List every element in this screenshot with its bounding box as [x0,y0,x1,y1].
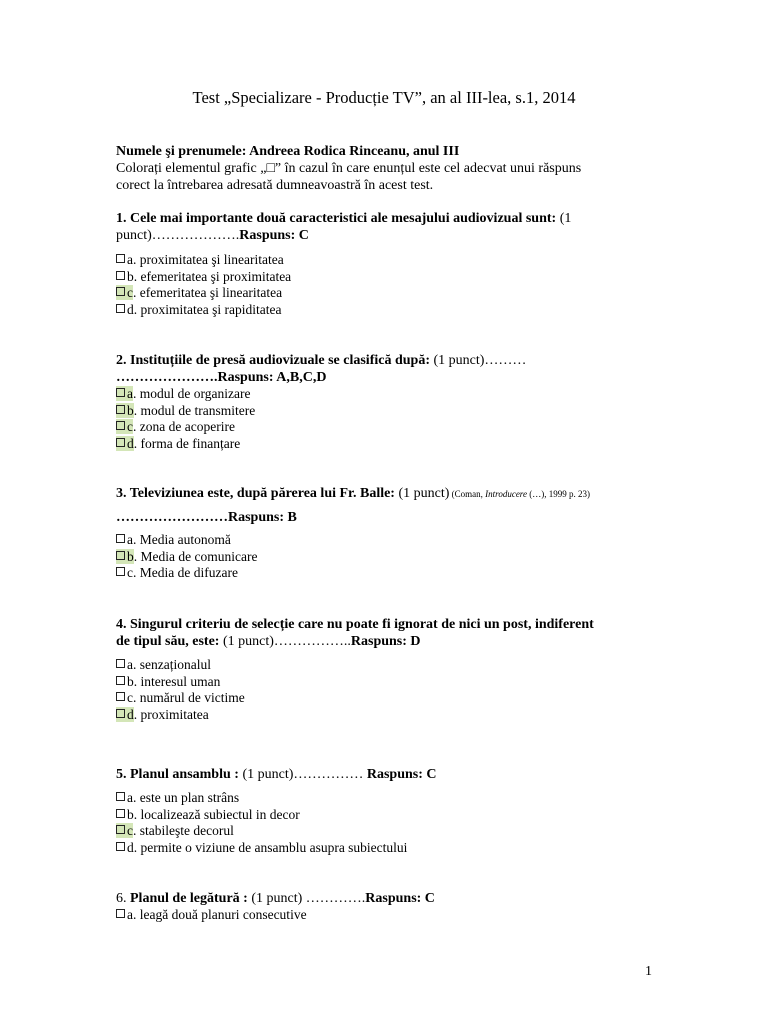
option-letter: b [127,673,134,689]
option-1d[interactable] [116,302,656,319]
question-1-text: 1. Cele mai importante două caracteristici ale mesajului audiovizual sunt: [116,211,557,226]
question-2-answer: ………………….Raspuns: A,B,C,D [116,370,327,385]
checkbox-icon[interactable] [116,825,125,834]
option-text: . permite o viziune de ansamblu asupra subiectului [133,839,408,855]
option-letter: a [127,386,133,401]
option-letter: d [127,706,134,722]
checkbox-icon[interactable] [116,676,125,685]
question-5-options [116,790,656,856]
question-3-citation: (Coman, Introducere (…), 1999 p. 23) [449,489,590,499]
question-5-answer: Raspuns: C [366,767,437,782]
option-5d[interactable] [116,840,656,857]
option-letter: a [127,657,133,672]
option-letter: d [127,435,134,451]
question-1-points: (1 [556,211,572,226]
question-6-options [116,907,656,924]
option-letter: d [127,839,134,855]
option-text: . proximitatea şi linearitatea [133,252,284,267]
checkbox-icon[interactable] [116,551,125,560]
option-letter: b [127,548,134,564]
question-2-points: (1 punct)……… [429,353,527,368]
option-letter: c [127,565,133,581]
option-text: . zona de acoperire [133,419,235,435]
option-letter: c [127,419,133,435]
checkbox-icon[interactable] [116,842,125,851]
checkbox-icon[interactable] [116,534,125,543]
option-text: . efemeritatea şi linearitatea [133,285,283,301]
option-2d[interactable] [116,436,656,453]
option-4b[interactable] [116,674,656,691]
question-2 [116,352,656,386]
checkbox-icon[interactable] [116,792,125,801]
question-1-dots: punct)………………. [116,228,240,243]
question-3-answer: ……………………Raspuns: B [116,510,297,525]
checkbox-icon[interactable] [116,388,125,397]
checkbox-icon[interactable] [116,567,125,576]
checkbox-icon[interactable] [116,421,125,430]
option-letter: a [127,252,133,267]
option-text: . proximitatea [133,706,209,722]
question-2-options [116,386,656,452]
checkbox-icon[interactable] [116,438,125,447]
option-letter: b [127,402,134,418]
option-2c[interactable] [116,419,656,436]
option-text: . forma de finanțare [133,435,241,451]
checkbox-icon[interactable] [116,405,125,414]
question-3-options [116,532,656,582]
option-5b[interactable] [116,807,656,824]
option-text: . este un plan strâns [133,790,240,805]
option-4d[interactable] [116,707,656,724]
option-text: . stabileşte decorul [133,823,234,839]
question-6 [116,890,656,907]
option-text: . senzaționalul [133,657,211,672]
checkbox-icon[interactable] [116,909,125,918]
option-text: . modul de transmitere [133,402,256,418]
question-5-points: (1 punct)…………… [238,767,367,782]
question-1-options [116,252,656,318]
checkbox-icon[interactable] [116,659,125,668]
option-letter: b [127,806,134,822]
checkbox-icon[interactable] [116,692,125,701]
option-text: . Media autonomă [133,532,231,547]
question-1-answer: Raspuns: C [239,228,309,243]
page-number: 1 [645,964,652,979]
option-text: . modul de organizare [133,386,251,401]
option-2a[interactable] [116,386,656,403]
question-4-answer: Raspuns: D [350,634,421,649]
option-3a[interactable] [116,532,656,549]
student-name-line: Numele şi prenumele: Andreea Rodica Rinceanu, anul III [116,144,460,159]
question-2-text: 2. Instituțiile de presă audiovizuale se clasifică după: [116,353,430,368]
question-6-text: Planul de legătură : [126,891,248,906]
option-5a[interactable] [116,790,656,807]
question-6-number: 6. [116,891,127,906]
question-5 [116,766,656,783]
question-6-points: (1 punct) …………. [247,891,366,906]
header-info [116,143,656,194]
question-4-options [116,657,656,723]
question-1 [116,210,656,244]
option-1a[interactable] [116,252,656,269]
option-3b[interactable] [116,549,656,566]
checkbox-icon[interactable] [116,287,125,296]
checkbox-icon[interactable] [116,809,125,818]
test-title: Test „Specializare - Producție TV”, an al III-lea, s.1, 2014 [192,88,576,107]
option-letter: c [127,823,133,839]
option-1b[interactable] [116,269,656,286]
option-text: . leagă două planuri consecutive [133,907,307,922]
question-4-points: (1 punct)…………….. [219,634,351,649]
option-2b[interactable] [116,403,656,420]
option-letter: a [127,532,133,547]
instructions-line-1: Colorați elementul grafic „□” în cazul în care enunțul este cel adecvat unui răspuns [116,161,582,176]
option-5c[interactable] [116,823,656,840]
question-3 [116,485,656,503]
option-letter: c [127,690,133,706]
option-6a[interactable] [116,907,656,924]
option-letter: c [127,285,133,301]
option-4a[interactable] [116,657,656,674]
question-4-text-line-2: de tipul său, este: [116,634,220,649]
option-letter: b [127,268,134,284]
question-5-text: 5. Planul ansamblu : [116,767,239,782]
question-3-text: 3. Televiziunea este, după părerea lui Fr. Balle: [116,486,395,501]
checkbox-icon[interactable] [116,271,125,280]
option-text: . proximitatea şi rapiditatea [133,301,282,317]
question-3-answer-block [116,509,656,526]
option-text: . efemeritatea şi proximitatea [133,268,292,284]
checkbox-icon[interactable] [116,709,125,718]
question-3-points: (1 punct) [394,486,450,501]
option-3c[interactable] [116,565,656,582]
option-letter: a [127,907,133,922]
option-4c[interactable] [116,690,656,707]
option-1c[interactable] [116,285,656,302]
checkbox-icon[interactable] [116,304,125,313]
option-text: . interesul uman [133,673,221,689]
option-letter: d [127,301,134,317]
option-text: . localizează subiectul in decor [133,806,300,822]
option-text: . Media de difuzare [133,565,238,581]
option-text: . Media de comunicare [133,548,258,564]
question-4 [116,616,661,650]
instructions-line-2: corect la întrebarea adresată dumneavoastră în acest test. [116,178,434,193]
option-text: . numărul de victime [133,690,245,706]
option-letter: a [127,790,133,805]
question-6-answer: Raspuns: C [365,891,435,906]
checkbox-icon[interactable] [116,254,125,263]
question-4-text-line-1: 4. Singurul criteriu de selecție care nu poate fi ignorat de nici un post, indiferent [116,617,594,632]
